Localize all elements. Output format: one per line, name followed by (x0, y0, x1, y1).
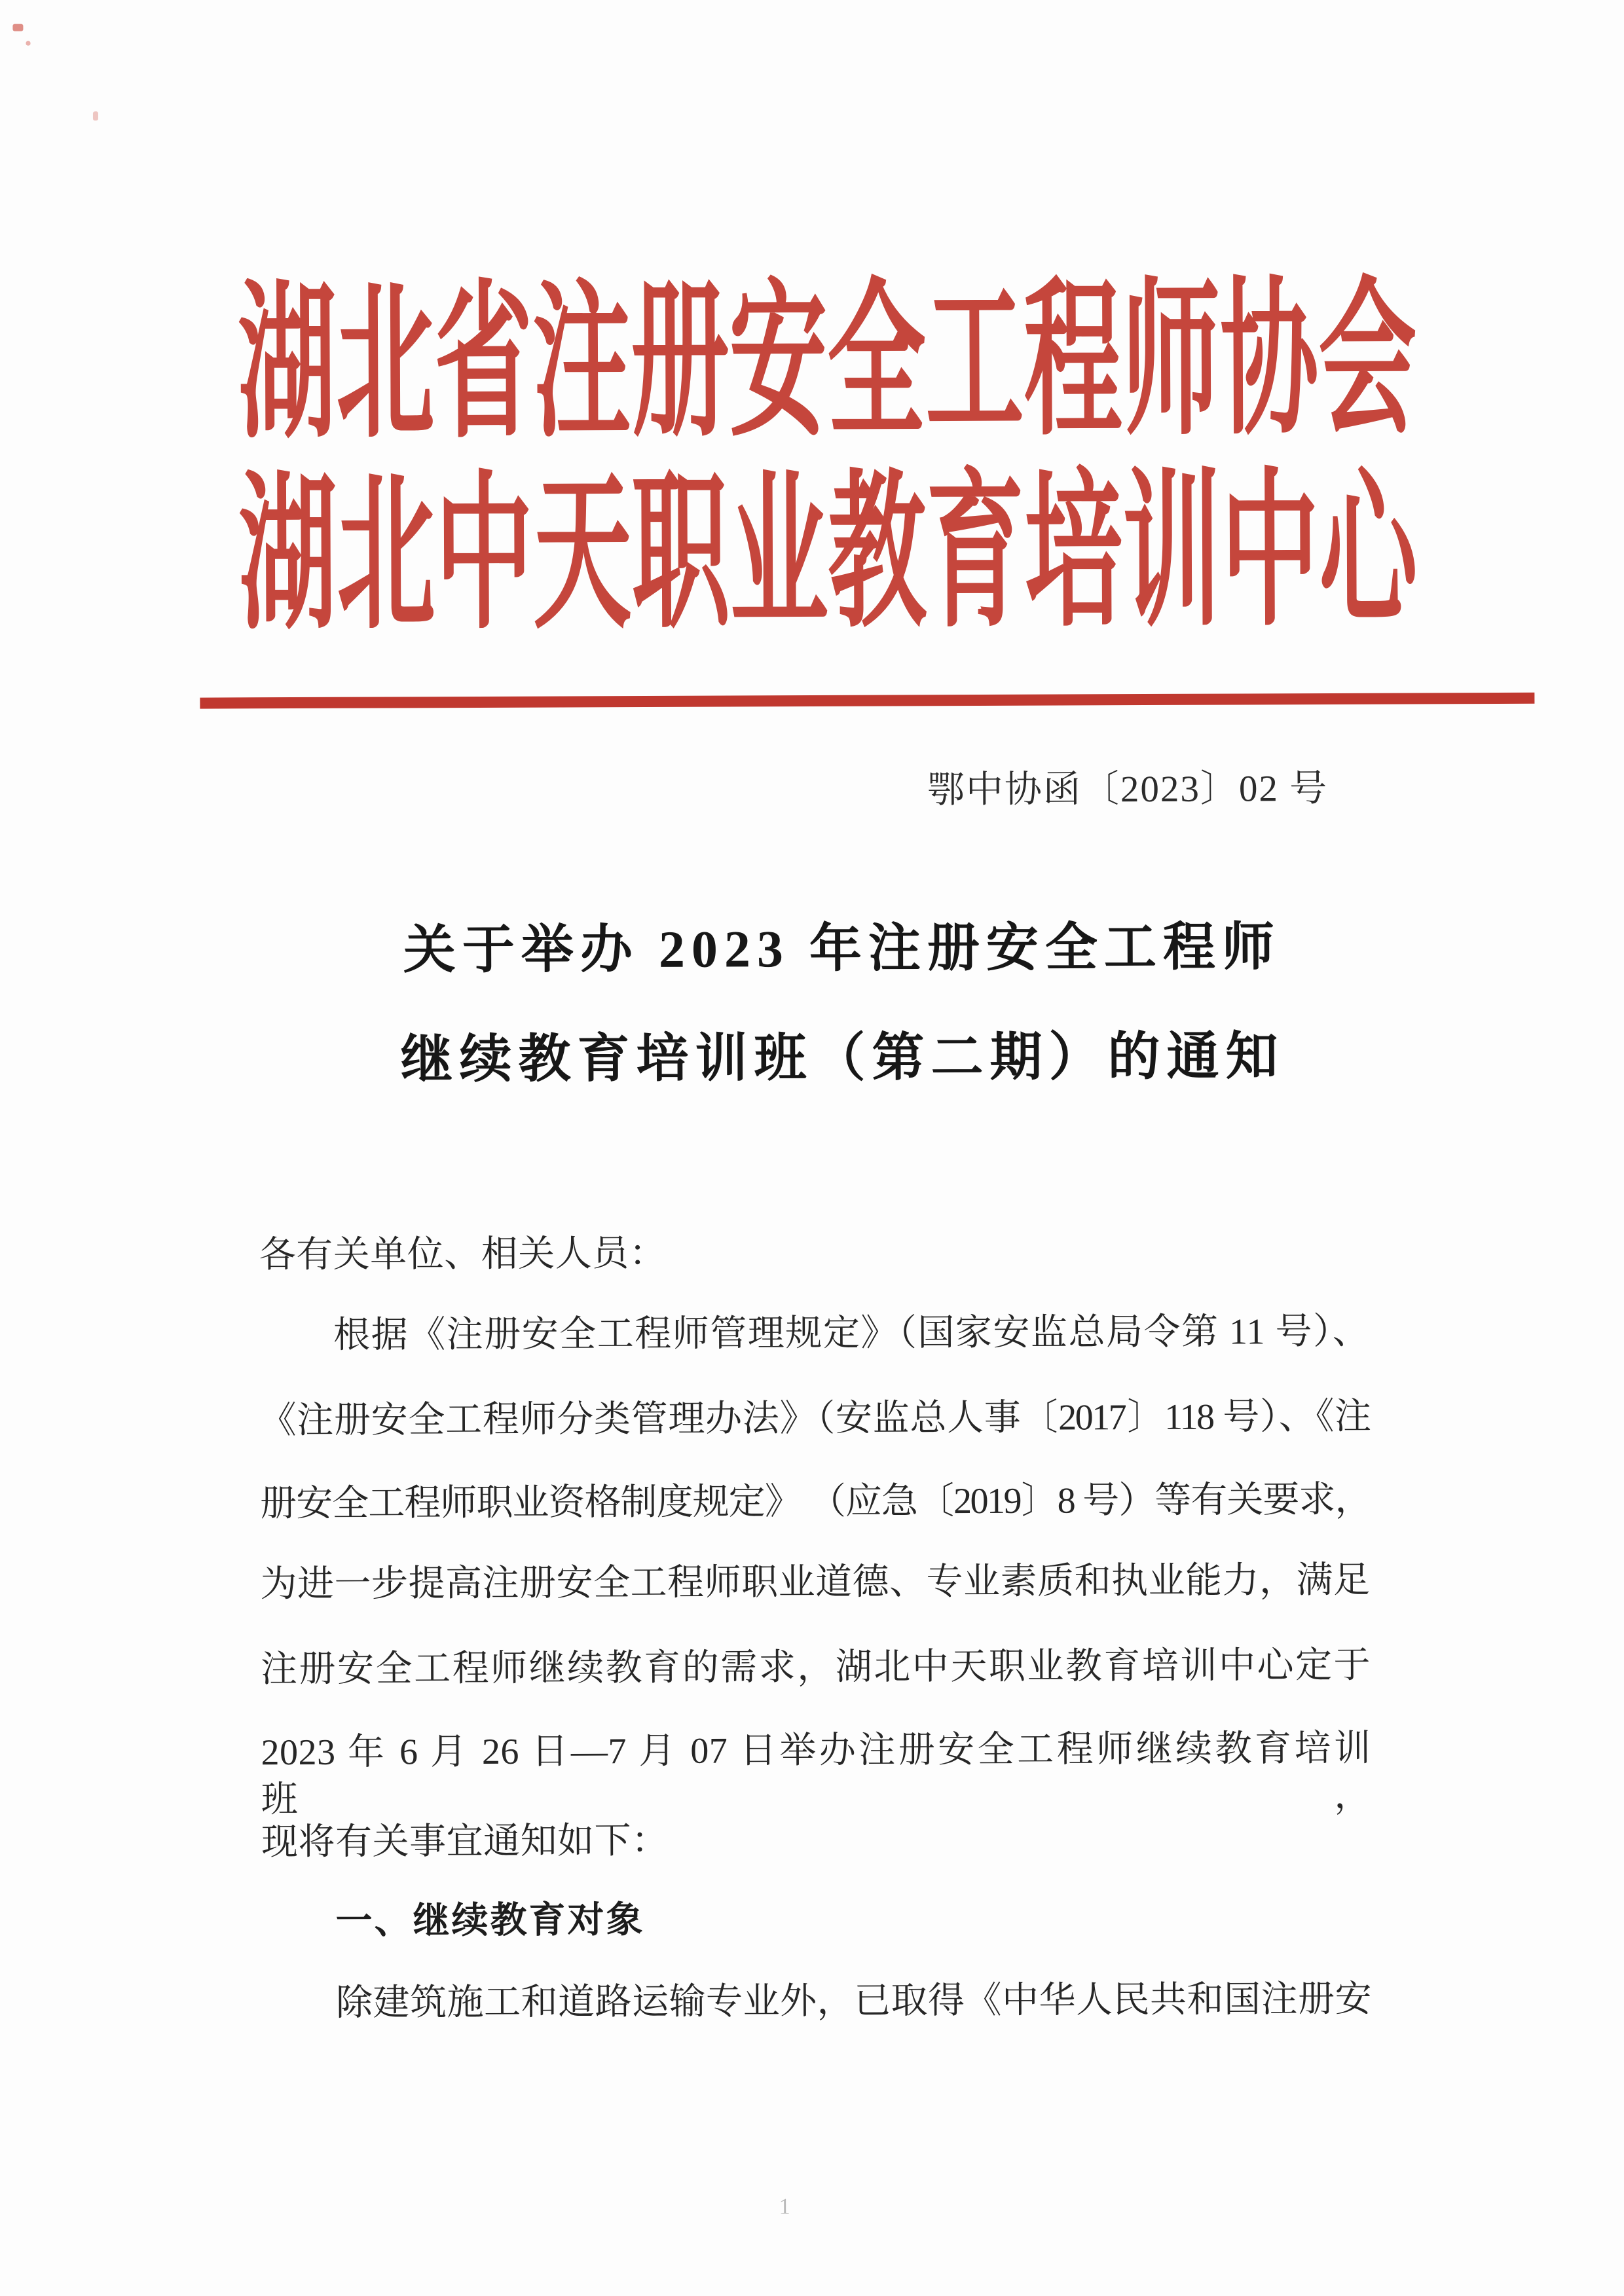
document-number: 鄂中协函〔2023〕02 号 (927, 767, 1329, 811)
page-number: 1 (779, 2195, 790, 2219)
paragraph-line: 除建筑施工和道路运输专业外，已取得《中华人民共和国注册安 (335, 1978, 1373, 2024)
scan-artifact (93, 111, 98, 120)
scan-artifact (12, 24, 23, 31)
document-title-line2: 继续教育培训班（第二期）的通知 (400, 1028, 1285, 1089)
letterhead-org-line1-text: 湖北省注册安全工程师协会 (237, 267, 1417, 460)
paragraph-line: 2023 年 6 月 26 日—7 月 07 日举办注册安全工程师继续教育培训班， (261, 1728, 1371, 1821)
document-title (125, 915, 1560, 1139)
document-title-line1: 关于举办 2023 年注册安全工程师 (403, 919, 1282, 980)
letterhead-org-line1 (237, 267, 1417, 460)
paragraph-line: 《注册安全工程师分类管理办法》（安监总人事〔2017〕118 号）、《注 (259, 1396, 1370, 1442)
section-heading-1: 一、继续教育对象 (335, 1898, 645, 1941)
paragraph-line: 册安全工程师职业资格制度规定》 （应急〔2019〕8 号）等有关要求， (259, 1479, 1371, 1525)
paragraph-line: 根据《注册安全工程师管理规定》（国家安监总局令第 11 号）、 (333, 1311, 1370, 1356)
paragraph-line: 注册安全工程师继续教育的需求，湖北中天职业教育培训中心定于 (260, 1645, 1371, 1690)
scan-artifact (26, 41, 31, 46)
letterhead-org-line2 (238, 458, 1418, 651)
paragraph-line: 现将有关事宜通知如下： (261, 1820, 669, 1863)
letterhead-org-line2-text: 湖北中天职业教育培训中心 (238, 458, 1418, 651)
letterhead-divider-rule (200, 693, 1534, 709)
paragraph-line: 为进一步提高注册安全工程师职业道德、专业素质和执业能力，满足 (260, 1559, 1371, 1605)
salutation: 各有关单位、相关人员： (259, 1233, 667, 1276)
